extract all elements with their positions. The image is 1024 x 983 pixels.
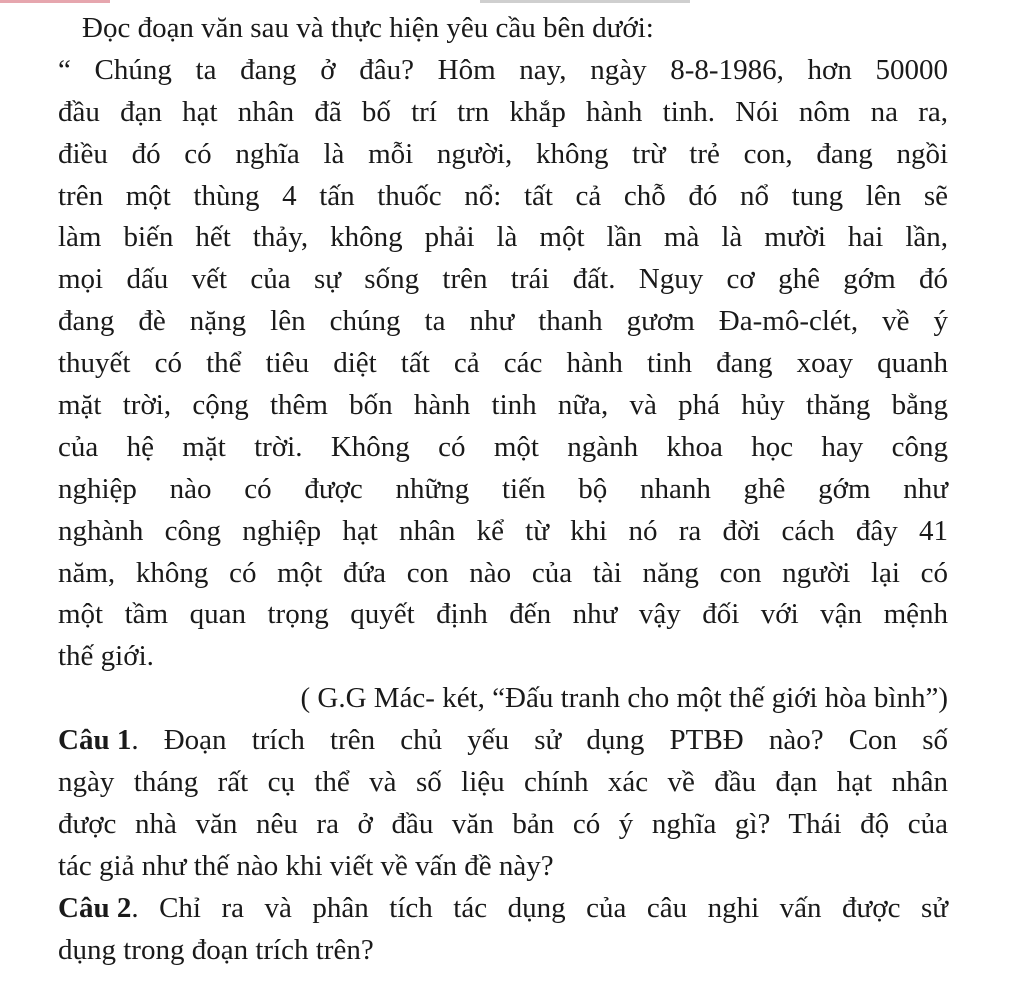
question-2-line: dụng trong đoạn trích trên? (58, 933, 374, 966)
question-1 (58, 720, 948, 888)
document-page (58, 8, 948, 971)
passage (58, 50, 948, 678)
passage-line: đầu đạn hạt nhân đã bố trí trn khắp hành tinh. Nói nôm na ra, (58, 95, 948, 128)
passage-line: làm biến hết thảy, không phải là một lần mà là mười hai lần, (58, 221, 948, 254)
passage-line: năm, không có một đứa con nào của tài năng con người lại có (58, 556, 948, 589)
source-citation: ( G.G Mác- két, “Đấu tranh cho một thế giới hòa bình”) (300, 682, 948, 715)
question-2 (58, 888, 948, 972)
question-1-line: ngày tháng rất cụ thể và số liệu chính xác về đầu đạn hạt nhân (58, 766, 948, 799)
question-2-text: . Chỉ ra và phân tích tác dụng của câu nghi vấn được sử (131, 891, 948, 924)
passage-line: mọi dấu vết của sự sống trên trái đất. Nguy cơ ghê gớm đó (58, 263, 948, 296)
question-2-first-line (58, 888, 948, 930)
instruction-heading: Đọc đoạn văn sau và thực hiện yêu cầu bên dưới: (82, 12, 654, 44)
passage-line: nghiệp nào có được những tiến bộ nhanh ghê gớm như (58, 472, 948, 505)
passage-line: mặt trời, cộng thêm bốn hành tinh nữa, và phá hủy thăng bằng (58, 389, 948, 422)
top-edge-stripe (0, 0, 110, 3)
passage-line: đang đè nặng lên chúng ta như thanh gươm Đa-mô-clét, về ý (58, 305, 948, 338)
passage-line: thuyết có thể tiêu diệt tất cả các hành tinh đang xoay quanh (58, 347, 948, 380)
passage-line: “ Chúng ta đang ở đâu? Hôm nay, ngày 8-8-1986, hơn 50000 (58, 53, 948, 86)
passage-line: điều đó có nghĩa là mỗi người, không trừ trẻ con, đang ngồi (58, 137, 948, 170)
question-1-text: . Đoạn trích trên chủ yếu sử dụng PTBĐ nào? Con số (131, 724, 948, 757)
question-1-line: tác giả như thế nào khi viết về vấn đề này? (58, 849, 554, 882)
question-2-label: Câu 2 (58, 891, 132, 924)
passage-line-last: thế giới. (58, 640, 154, 673)
top-edge-shade (480, 0, 690, 3)
passage-line: nghành công nghiệp hạt nhân kể từ khi nó ra đời cách đây 41 (58, 514, 948, 547)
question-1-line: được nhà văn nêu ra ở đầu văn bản có ý nghĩa gì? Thái độ của (58, 807, 948, 840)
passage-line: của hệ mặt trời. Không có một ngành khoa học hay công (58, 430, 948, 463)
question-1-label: Câu 1 (58, 724, 132, 757)
passage-line: một tầm quan trọng quyết định đến như vậy đối với vận mệnh (58, 598, 948, 631)
question-1-first-line (58, 720, 948, 762)
passage-line: trên một thùng 4 tấn thuốc nổ: tất cả chỗ đó nổ tung lên sẽ (58, 179, 948, 212)
